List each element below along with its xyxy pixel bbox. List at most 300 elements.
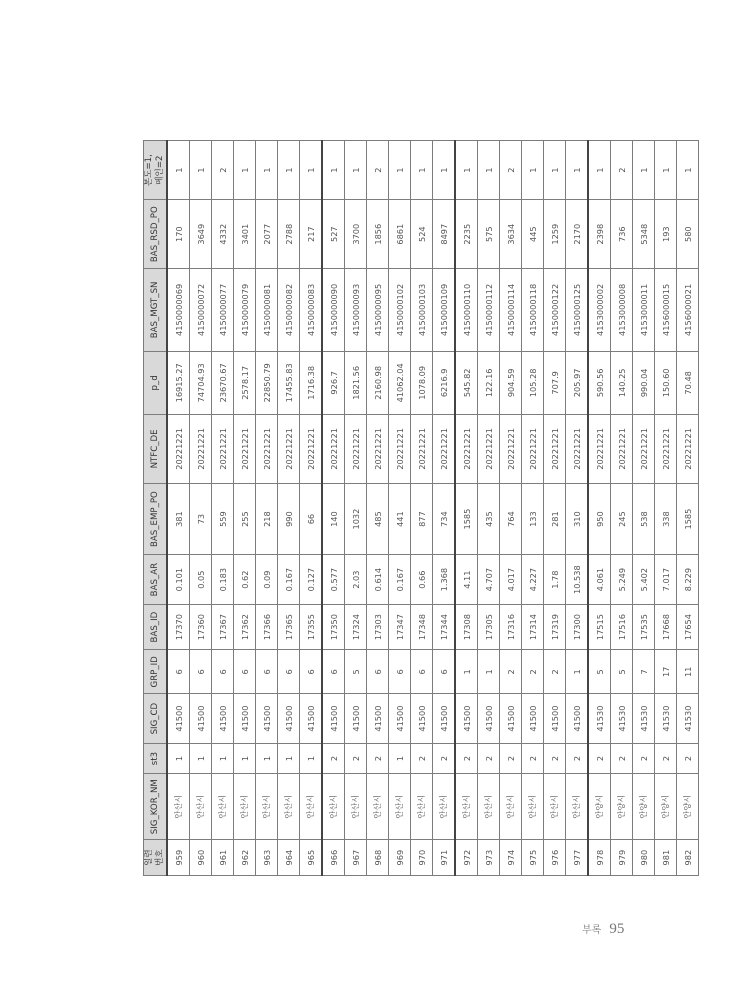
table-cell: 1 xyxy=(167,743,190,773)
table-cell: 0.09 xyxy=(256,555,278,605)
table-cell: 4153000011 xyxy=(633,269,655,352)
table-cell: 964 xyxy=(278,840,300,876)
table-row xyxy=(455,141,478,876)
table-cell: 2 xyxy=(522,650,544,694)
table-cell: 22850.79 xyxy=(256,351,278,414)
table-cell: 7.017 xyxy=(655,555,677,605)
table-cell: 4150000102 xyxy=(389,269,411,352)
table-cell: 1 xyxy=(345,141,367,200)
column-header: GRP_ID xyxy=(144,650,168,694)
rotated-table xyxy=(143,140,693,876)
table-cell: 140 xyxy=(322,483,345,555)
table-cell: 6216.9 xyxy=(433,351,456,414)
table-cell: 255 xyxy=(234,483,256,555)
table-cell: 17347 xyxy=(389,604,411,649)
table-cell: 20221221 xyxy=(677,414,699,483)
table-cell: 5.249 xyxy=(611,555,633,605)
table-cell: 6 xyxy=(190,650,212,694)
table-cell: 17355 xyxy=(300,604,323,649)
table-cell: 20221221 xyxy=(433,414,456,483)
column-header: SIG_KOR_NM xyxy=(144,774,168,840)
table-cell: 193 xyxy=(655,200,677,269)
table-cell: 6 xyxy=(278,650,300,694)
table-cell: 2 xyxy=(345,743,367,773)
table-cell: 559 xyxy=(212,483,234,555)
table-cell: 0.127 xyxy=(300,555,323,605)
table-cell: 4150000103 xyxy=(411,269,433,352)
table-cell: 1 xyxy=(234,141,256,200)
table-cell: 17362 xyxy=(234,604,256,649)
table-cell: 2 xyxy=(544,650,566,694)
table-cell: 4.11 xyxy=(455,555,478,605)
table-cell: 590.56 xyxy=(588,351,611,414)
table-cell: 41500 xyxy=(478,694,500,744)
table-row xyxy=(588,141,611,876)
table-cell: 17314 xyxy=(522,604,544,649)
table-cell: 965 xyxy=(300,840,323,876)
table-cell: 4150000093 xyxy=(345,269,367,352)
table-cell: 41500 xyxy=(522,694,544,744)
table-cell: 575 xyxy=(478,200,500,269)
table-cell: 17360 xyxy=(190,604,212,649)
table-cell: 1 xyxy=(566,141,589,200)
table-cell: 904.59 xyxy=(500,351,522,414)
table-cell: 5348 xyxy=(633,200,655,269)
table-row xyxy=(655,141,677,876)
table-cell: 3700 xyxy=(345,200,367,269)
table-cell: 안산시 xyxy=(544,774,566,840)
table-cell: 17668 xyxy=(655,604,677,649)
table-cell: 1 xyxy=(256,743,278,773)
table-cell: 281 xyxy=(544,483,566,555)
table-cell: 안산시 xyxy=(522,774,544,840)
table-cell: 17515 xyxy=(588,604,611,649)
table-cell: 20221221 xyxy=(455,414,478,483)
table-cell: 안산시 xyxy=(212,774,234,840)
table-cell: 1 xyxy=(677,141,699,200)
table-cell: 6 xyxy=(167,650,190,694)
table-cell: 990 xyxy=(278,483,300,555)
table-cell: 961 xyxy=(212,840,234,876)
table-cell: 4150000110 xyxy=(455,269,478,352)
table-cell: 1 xyxy=(478,650,500,694)
table-cell: 안산시 xyxy=(566,774,589,840)
table-cell: 41500 xyxy=(190,694,212,744)
table-cell: 381 xyxy=(167,483,190,555)
table-cell: 41530 xyxy=(677,694,699,744)
table-cell: 962 xyxy=(234,840,256,876)
table-cell: 170 xyxy=(167,200,190,269)
table-cell: 안양시 xyxy=(633,774,655,840)
table-cell: 1 xyxy=(322,141,345,200)
table-cell: 20221221 xyxy=(367,414,389,483)
table-cell: 2 xyxy=(455,743,478,773)
column-header: BAS_ID xyxy=(144,604,168,649)
table-cell: 41500 xyxy=(455,694,478,744)
table-cell: 0.183 xyxy=(212,555,234,605)
table-cell: 6 xyxy=(300,650,323,694)
table-row xyxy=(212,141,234,876)
column-header: NTFC_DE xyxy=(144,414,168,483)
table-cell: 970 xyxy=(411,840,433,876)
table-cell: 764 xyxy=(500,483,522,555)
table-cell: 1032 xyxy=(345,483,367,555)
table-row xyxy=(478,141,500,876)
table-cell: 17303 xyxy=(367,604,389,649)
table-cell: 3649 xyxy=(190,200,212,269)
table-cell: 41530 xyxy=(655,694,677,744)
table-cell: 4150000109 xyxy=(433,269,456,352)
table-cell: 4150000095 xyxy=(367,269,389,352)
table-cell: 950 xyxy=(588,483,611,555)
table-cell: 1856 xyxy=(367,200,389,269)
table-cell: 6 xyxy=(367,650,389,694)
table-cell: 973 xyxy=(478,840,500,876)
table-cell: 2 xyxy=(655,743,677,773)
table-cell: 4150000125 xyxy=(566,269,589,352)
table-cell: 4150000090 xyxy=(322,269,345,352)
table-cell: 4150000079 xyxy=(234,269,256,352)
table-cell: 1716.38 xyxy=(300,351,323,414)
table-cell: 2077 xyxy=(256,200,278,269)
table-cell: 17516 xyxy=(611,604,633,649)
column-header: p_d xyxy=(144,351,168,414)
table-cell: 20221221 xyxy=(278,414,300,483)
table-cell: 20221221 xyxy=(389,414,411,483)
table-cell: 4.707 xyxy=(478,555,500,605)
table-cell: 6 xyxy=(433,650,456,694)
table-cell: 975 xyxy=(522,840,544,876)
column-header: st3 xyxy=(144,743,168,773)
table-row xyxy=(322,141,345,876)
table-row xyxy=(433,141,456,876)
table-cell: 4150000069 xyxy=(167,269,190,352)
table-cell: 안산시 xyxy=(234,774,256,840)
table-cell: 41530 xyxy=(588,694,611,744)
column-header: BAS_MGT_SN xyxy=(144,269,168,352)
table-cell: 580 xyxy=(677,200,699,269)
table-cell: 441 xyxy=(389,483,411,555)
table-cell: 122.16 xyxy=(478,351,500,414)
table-cell: 0.167 xyxy=(389,555,411,605)
table-cell: 17366 xyxy=(256,604,278,649)
table-cell: 20221221 xyxy=(234,414,256,483)
table-cell: 1585 xyxy=(455,483,478,555)
table-cell: 41500 xyxy=(433,694,456,744)
table-cell: 16915.27 xyxy=(167,351,190,414)
table-cell: 66 xyxy=(300,483,323,555)
table-cell: 2 xyxy=(500,650,522,694)
table-cell: 2 xyxy=(367,141,389,200)
table-cell: 1 xyxy=(300,743,323,773)
table-row xyxy=(544,141,566,876)
table-cell: 안산시 xyxy=(455,774,478,840)
table-cell: 안산시 xyxy=(500,774,522,840)
table-cell: 41500 xyxy=(544,694,566,744)
table-cell: 4150000122 xyxy=(544,269,566,352)
table-row xyxy=(389,141,411,876)
table-cell: 20221221 xyxy=(167,414,190,483)
table-cell: 안산시 xyxy=(478,774,500,840)
table-cell: 1 xyxy=(190,141,212,200)
table-cell: 20221221 xyxy=(212,414,234,483)
table-cell: 545.82 xyxy=(455,351,478,414)
table-cell: 978 xyxy=(588,840,611,876)
table-cell: 4150000081 xyxy=(256,269,278,352)
table-row xyxy=(167,141,190,876)
table-cell: 20221221 xyxy=(300,414,323,483)
table-header-row xyxy=(144,141,168,876)
table-cell: 1 xyxy=(234,743,256,773)
table-cell: 0.101 xyxy=(167,555,190,605)
table-cell: 70.48 xyxy=(677,351,699,414)
table-row xyxy=(278,141,300,876)
table-cell: 41500 xyxy=(345,694,367,744)
table-cell: 1 xyxy=(433,141,456,200)
table-cell: 17316 xyxy=(500,604,522,649)
table-cell: 2 xyxy=(411,743,433,773)
table-cell: 971 xyxy=(433,840,456,876)
table-cell: 1259 xyxy=(544,200,566,269)
table-cell: 974 xyxy=(500,840,522,876)
table-cell: 2 xyxy=(500,141,522,200)
table-cell: 0.577 xyxy=(322,555,345,605)
table-row xyxy=(633,141,655,876)
table-cell: 1 xyxy=(455,650,478,694)
table-cell: 41500 xyxy=(322,694,345,744)
table-cell: 4.061 xyxy=(588,555,611,605)
table-cell: 4150000072 xyxy=(190,269,212,352)
table-cell: 41500 xyxy=(212,694,234,744)
table-cell: 105.28 xyxy=(522,351,544,414)
table-cell: 926.7 xyxy=(322,351,345,414)
table-cell: 1 xyxy=(522,141,544,200)
table-cell: 안산시 xyxy=(300,774,323,840)
table-cell: 0.05 xyxy=(190,555,212,605)
table-cell: 527 xyxy=(322,200,345,269)
table-cell: 41500 xyxy=(500,694,522,744)
table-row xyxy=(677,141,699,876)
table-cell: 205.97 xyxy=(566,351,589,414)
table-cell: 4332 xyxy=(212,200,234,269)
table-cell: 1 xyxy=(190,743,212,773)
table-cell: 1.368 xyxy=(433,555,456,605)
table-cell: 1 xyxy=(544,141,566,200)
table-cell: 524 xyxy=(411,200,433,269)
table-cell: 안양시 xyxy=(611,774,633,840)
table-cell: 20221221 xyxy=(655,414,677,483)
table-cell: 1 xyxy=(300,141,323,200)
table-cell: 17535 xyxy=(633,604,655,649)
table-cell: 41530 xyxy=(633,694,655,744)
table-cell: 5 xyxy=(345,650,367,694)
table-row xyxy=(256,141,278,876)
table-cell: 2160.98 xyxy=(367,351,389,414)
table-cell: 3634 xyxy=(500,200,522,269)
table-cell: 1 xyxy=(278,141,300,200)
table-cell: 445 xyxy=(522,200,544,269)
table-cell: 17350 xyxy=(322,604,345,649)
table-row xyxy=(566,141,589,876)
table-cell: 736 xyxy=(611,200,633,269)
table-cell: 2 xyxy=(522,743,544,773)
table-cell: 8497 xyxy=(433,200,456,269)
table-cell: 2 xyxy=(611,141,633,200)
table-cell: 1 xyxy=(167,141,190,200)
table-cell: 435 xyxy=(478,483,500,555)
table-row xyxy=(522,141,544,876)
table-cell: 1 xyxy=(256,141,278,200)
table-cell: 4150000114 xyxy=(500,269,522,352)
table-cell: 20221221 xyxy=(522,414,544,483)
table-cell: 안산시 xyxy=(389,774,411,840)
table-row xyxy=(500,141,522,876)
table-cell: 140.25 xyxy=(611,351,633,414)
table-cell: 17367 xyxy=(212,604,234,649)
table-cell: 안양시 xyxy=(677,774,699,840)
table-cell: 963 xyxy=(256,840,278,876)
table-cell: 6 xyxy=(212,650,234,694)
column-header: SIG_CD xyxy=(144,694,168,744)
table-cell: 41500 xyxy=(300,694,323,744)
table-row xyxy=(611,141,633,876)
table-row xyxy=(367,141,389,876)
table-cell: 4.017 xyxy=(500,555,522,605)
table-cell: 1 xyxy=(411,141,433,200)
table-cell: 4156000015 xyxy=(655,269,677,352)
table-cell: 74704.93 xyxy=(190,351,212,414)
table-cell: 2170 xyxy=(566,200,589,269)
table-cell: 41500 xyxy=(566,694,589,744)
table-cell: 1078.09 xyxy=(411,351,433,414)
column-header: 일련 번호 xyxy=(144,840,168,876)
table-cell: 20221221 xyxy=(588,414,611,483)
table-cell: 안산시 xyxy=(367,774,389,840)
table-cell: 976 xyxy=(544,840,566,876)
table-cell: 20221221 xyxy=(256,414,278,483)
table-cell: 5 xyxy=(611,650,633,694)
table-cell: 안산시 xyxy=(345,774,367,840)
table-cell: 1.78 xyxy=(544,555,566,605)
table-cell: 5.402 xyxy=(633,555,655,605)
table-cell: 17654 xyxy=(677,604,699,649)
table-row xyxy=(300,141,323,876)
table-cell: 0.167 xyxy=(278,555,300,605)
table-cell: 2788 xyxy=(278,200,300,269)
table-cell: 734 xyxy=(433,483,456,555)
table-cell: 966 xyxy=(322,840,345,876)
table-cell: 안산시 xyxy=(411,774,433,840)
table-cell: 0.614 xyxy=(367,555,389,605)
table-cell: 3401 xyxy=(234,200,256,269)
table-cell: 4150000082 xyxy=(278,269,300,352)
table-row xyxy=(234,141,256,876)
table-cell: 4150000118 xyxy=(522,269,544,352)
table-cell: 안양시 xyxy=(588,774,611,840)
page-footer xyxy=(582,921,624,938)
table-cell: 7 xyxy=(633,650,655,694)
data-table xyxy=(143,140,699,876)
table-cell: 안산시 xyxy=(278,774,300,840)
table-cell: 안산시 xyxy=(322,774,345,840)
table-cell: 338 xyxy=(655,483,677,555)
table-cell: 41500 xyxy=(389,694,411,744)
table-cell: 1 xyxy=(212,743,234,773)
table-cell: 967 xyxy=(345,840,367,876)
column-header: 본도=1, 메인=2 xyxy=(144,141,168,200)
table-cell: 4150000112 xyxy=(478,269,500,352)
table-cell: 1 xyxy=(588,141,611,200)
table-cell: 20221221 xyxy=(411,414,433,483)
table-cell: 2 xyxy=(478,743,500,773)
table-cell: 990.04 xyxy=(633,351,655,414)
table-cell: 20221221 xyxy=(345,414,367,483)
table-cell: 1 xyxy=(455,141,478,200)
table-cell: 2 xyxy=(633,743,655,773)
table-row xyxy=(411,141,433,876)
table-cell: 2235 xyxy=(455,200,478,269)
table-cell: 20221221 xyxy=(500,414,522,483)
table-cell: 707.9 xyxy=(544,351,566,414)
table-cell: 245 xyxy=(611,483,633,555)
table-cell: 982 xyxy=(677,840,699,876)
table-cell: 41500 xyxy=(167,694,190,744)
table-cell: 1 xyxy=(389,743,411,773)
table-body xyxy=(167,141,699,876)
table-cell: 20221221 xyxy=(478,414,500,483)
table-cell: 1 xyxy=(389,141,411,200)
table-cell: 안산시 xyxy=(190,774,212,840)
table-cell: 2 xyxy=(212,141,234,200)
table-cell: 17455.83 xyxy=(278,351,300,414)
appendix-label: 부록 xyxy=(582,925,602,936)
table-cell: 4156000021 xyxy=(677,269,699,352)
table-cell: 41500 xyxy=(367,694,389,744)
table-cell: 150.60 xyxy=(655,351,677,414)
table-cell: 1 xyxy=(633,141,655,200)
table-cell: 2 xyxy=(566,743,589,773)
table-cell: 485 xyxy=(367,483,389,555)
table-cell: 10.538 xyxy=(566,555,589,605)
table-cell: 17324 xyxy=(345,604,367,649)
table-cell: 2 xyxy=(611,743,633,773)
table-cell: 6 xyxy=(389,650,411,694)
table-cell: 2 xyxy=(500,743,522,773)
table-cell: 41500 xyxy=(256,694,278,744)
table-cell: 218 xyxy=(256,483,278,555)
table-cell: 41500 xyxy=(278,694,300,744)
table-cell: 2578.17 xyxy=(234,351,256,414)
table-cell: 2398 xyxy=(588,200,611,269)
table-cell: 17370 xyxy=(167,604,190,649)
table-cell: 960 xyxy=(190,840,212,876)
column-header: BAS_AR xyxy=(144,555,168,605)
table-cell: 310 xyxy=(566,483,589,555)
table-cell: 20221221 xyxy=(190,414,212,483)
column-header: BAS_RSD_PO xyxy=(144,200,168,269)
table-cell: 17305 xyxy=(478,604,500,649)
table-cell: 11 xyxy=(677,650,699,694)
table-cell: 2 xyxy=(433,743,456,773)
table-cell: 안산시 xyxy=(256,774,278,840)
table-cell: 4.227 xyxy=(522,555,544,605)
table-cell: 1 xyxy=(278,743,300,773)
table-cell: 17365 xyxy=(278,604,300,649)
table-cell: 8.229 xyxy=(677,555,699,605)
table-cell: 877 xyxy=(411,483,433,555)
table-cell: 538 xyxy=(633,483,655,555)
table-cell: 2 xyxy=(677,743,699,773)
